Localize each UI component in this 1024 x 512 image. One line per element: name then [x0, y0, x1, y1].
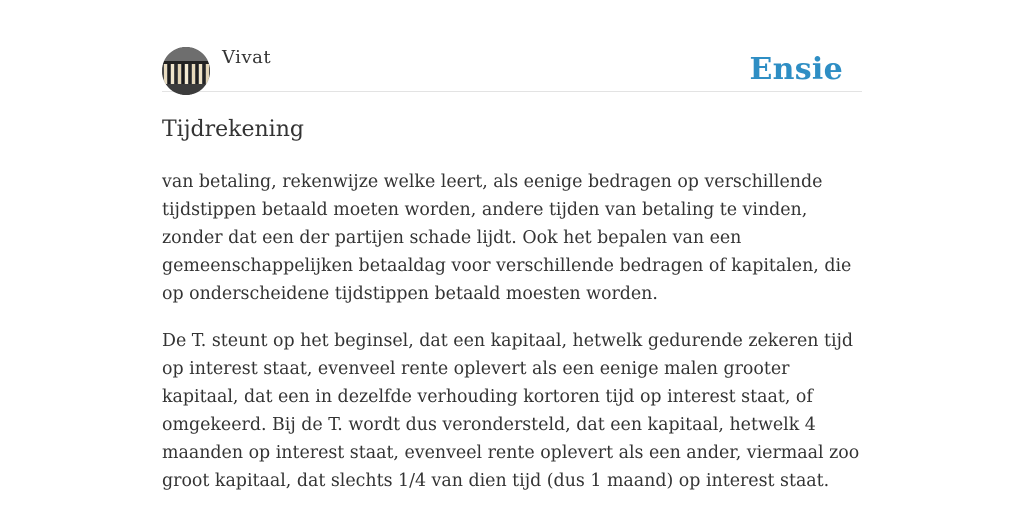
author-name[interactable]: Vivat	[222, 47, 272, 68]
author-avatar[interactable]	[162, 47, 210, 95]
article-header	[162, 0, 862, 92]
brand-logo[interactable]: Ensie	[749, 52, 843, 87]
article-body	[162, 168, 862, 512]
article-paragraph: De T. steunt op het beginsel, dat een kapitaal, hetwelk gedurende zekeren tijd op interest staat, evenveel rente oplevert als een eenige malen grooter kapitaal, dat een in dezelfde verhouding kortoren tijd op interest staat, of omgekeerd. Bij de T. wordt dus verondersteld, dat een kapitaal, hetwelk 4 maanden op interest staat, evenveel rente oplevert als een ander, viermaal zoo groot kapitaal, dat slechts 1/4 van dien tijd (dus 1 maand) op interest staat.	[162, 331, 860, 491]
bookshelf-icon	[162, 47, 210, 95]
article-title: Tijdrekening	[162, 117, 304, 142]
article-card	[162, 0, 862, 491]
article-paragraph: van betaling, rekenwijze welke leert, als eenige bedragen op verschillende tijdstippen betaald moeten worden, andere tijden van betaling te vinden, zonder dat een der partijen schade lijdt. Ook het bepalen van een gemeenschappelijken betaaldag voor verschillende bedragen of kapitalen, die op onderscheidene tijdstippen betaald moesten worden.	[162, 172, 852, 304]
